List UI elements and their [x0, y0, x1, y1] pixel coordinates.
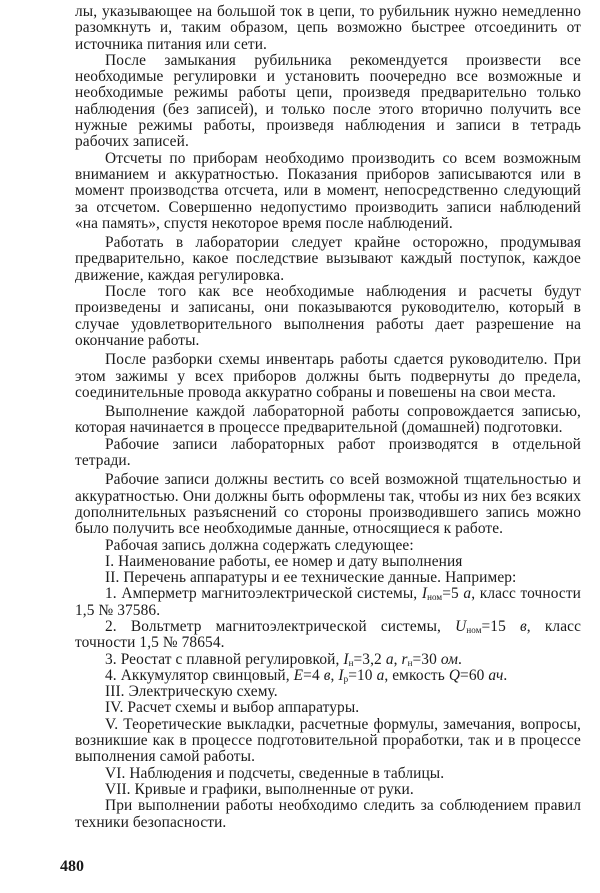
text: . — [503, 666, 508, 684]
text: , — [330, 666, 339, 684]
paragraph: После разборки схемы инвентарь работы сдается руководителю. При этом зажимы у всех приборов должны быть подвернуты до предела, соединительные провода аккуратно собраны и повешены на свои места. — [75, 351, 581, 401]
unit: а — [385, 650, 394, 668]
paragraph: После замыкания рубильника рекомендуется произвести все необходимые регулировки и установить поочередно все возможные и необходимые режимы работы цепи, произведя предварительно только наблюдения (без записей), и только после этого вторично получить все нужные режимы работы, произведя наблюдения и записи в тетрадь рабочих записей. — [75, 51, 581, 151]
unit: в — [520, 617, 527, 635]
page-number: 480 — [60, 858, 84, 875]
formula-var: E — [293, 666, 304, 684]
formula-var: Q — [448, 666, 461, 684]
text: , — [393, 650, 402, 668]
formula-var: I — [338, 666, 344, 684]
formula-var: I — [421, 585, 428, 603]
text: , класс точности 1,5 № 78654. — [75, 617, 582, 652]
paragraph: Рабочие записи лабораторных работ производятся в отдельной тетради. — [75, 435, 581, 470]
text: 2. Вольтметр магнитоэлектрической системы, — [105, 617, 456, 635]
text: =60 — [460, 666, 489, 684]
formula-var: r — [401, 650, 408, 668]
formula-sub: р — [343, 673, 349, 684]
unit: а — [463, 585, 472, 603]
text: 4. Аккумулятор свинцовый, — [105, 666, 294, 684]
equipment-item — [75, 586, 581, 619]
text: . — [458, 650, 462, 668]
paragraph: Работать в лаборатории следует крайне осторожно, продумывая предварительно, какое последствие вызывают каждый поступок, каждое движение, каждая регулировка. — [75, 234, 581, 284]
list-item: V. Теоретические выкладки, расчетные формулы, замечания, вопросы, возникшие как в процессе подготовительной проработки, так и в процессе выполнения самой работы. — [75, 715, 581, 766]
text: =4 — [303, 666, 324, 684]
unit: в — [323, 666, 331, 684]
paragraph: Рабочие записи должны вестить со всей возможной тщательностью и аккуратностью. Они должны быть оформлены так, чтобы из них без всяких дополнительных разъяснений со стороны производившего запись можно было получить все необходимые данные, относящиеся к работе. — [75, 471, 581, 538]
list-item: III. Электрическую схему. — [105, 683, 278, 701]
unit: а — [376, 666, 385, 684]
unit: ач — [488, 666, 504, 684]
text: =3,2 — [353, 650, 386, 668]
formula-var: I — [343, 650, 349, 668]
formula-sub: н — [348, 657, 354, 668]
list-item: VI. Наблюдения и подсчеты, сведенные в таблицы. — [105, 764, 445, 782]
list-item: II. Перечень аппаратуры и ее технические данные. Например: — [105, 569, 517, 587]
formula-sub: ном — [466, 624, 482, 635]
page-body — [75, 4, 581, 831]
paragraph: лы, указывающее на большой ток в цепи, то рубильник нужно немедленно разомкнуть и, таким образом, цепь возможно быстрее отсоединить от источника питания или сети. — [75, 3, 581, 53]
equipment-item — [75, 668, 581, 684]
list-item: VII. Кривые и графики, выполненные от руки. — [105, 780, 414, 798]
unit: ом — [440, 650, 458, 668]
equipment-item — [75, 652, 581, 668]
paragraph: Отсчеты по приборам необходимо производить со всем возможным вниманием и аккуратностью. Показания приборов записываются или в момент производства отсчета, или в момент, непосредственно следующий за отсчетом. Совершенно недопустимо производить записи наблюдений «на память», спустя некоторое время после наблюдений. — [75, 149, 581, 232]
text: =5 — [442, 585, 464, 603]
text: 3. Реостат с плавной регулировкой, — [105, 650, 344, 668]
paragraph: После того как все необходимые наблюдения и расчеты будут произведены и записаны, они показываются руководителю, который в случае удовлетворительного выполнения работы дает разрешение на окончание работы. — [75, 283, 581, 349]
list-intro: Рабочая запись должна содержать следующее: — [105, 536, 414, 554]
text: =10 — [348, 666, 377, 684]
list-item: IV. Расчет схемы и выбор аппаратуры. — [105, 699, 360, 717]
text: 1. Амперметр магнитоэлектрической системы, — [105, 585, 422, 603]
closing-paragraph: При выполнении работы необходимо следить за соблюдением правил техники безопасности. — [75, 797, 581, 831]
text: =30 — [412, 650, 441, 668]
paragraph: Выполнение каждой лабораторной работы сопровождается записью, которая начинается в процессе предварительной (домашней) подготовки. — [75, 403, 581, 437]
formula-var: U — [455, 617, 467, 635]
equipment-item — [75, 619, 581, 652]
formula-sub: н — [407, 657, 413, 668]
text: , класс точности 1,5 № 37586. — [75, 585, 581, 619]
text: , емкость — [384, 666, 449, 684]
list-item: I. Наименование работы, ее номер и дату выполнения — [105, 552, 463, 570]
formula-sub: ном — [427, 592, 443, 603]
text: =15 — [481, 617, 520, 635]
